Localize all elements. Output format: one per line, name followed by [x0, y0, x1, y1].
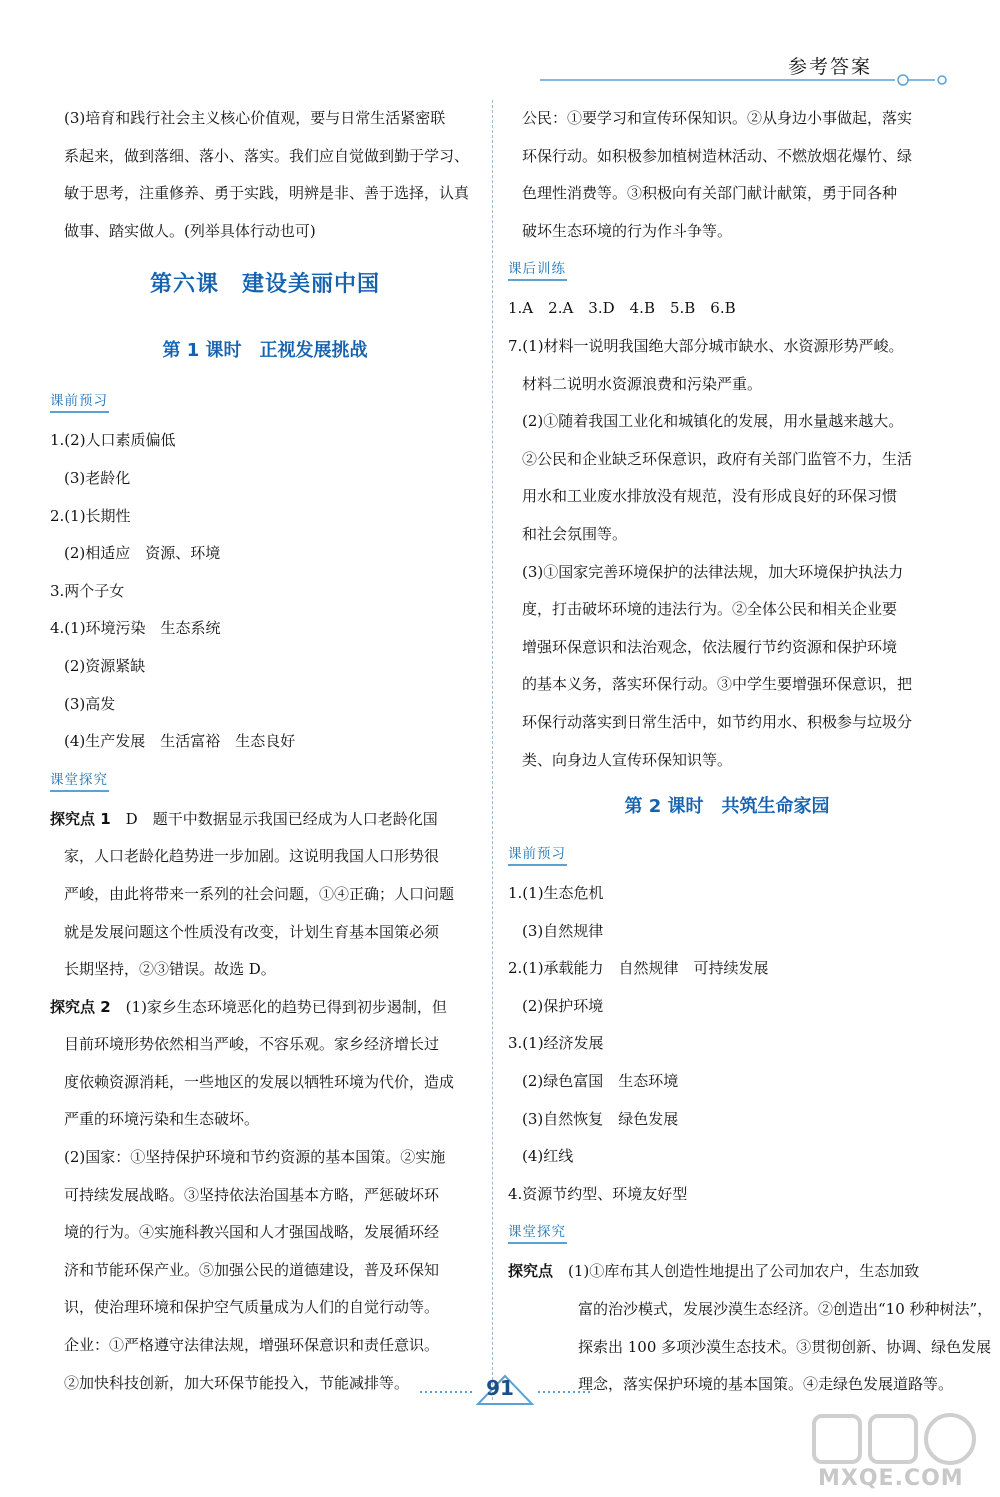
text-line: 识，使治理环境和保护空气质量成为人们的自觉行动等。	[64, 1298, 440, 1317]
text-line: (3)培育和践行社会主义核心价值观，要与日常生活紧密联	[64, 109, 446, 127]
text-line: 富的治沙模式，发展沙漠生态经济。②创造出“10 秒种树法”，	[578, 1300, 993, 1319]
text-line: 色理性消费等。③积极向有关部门献计献策，勇于同各种	[522, 184, 898, 203]
answer-line: ②公民和企业缺乏环保意识，政府有关部门监管不力，生活	[522, 449, 913, 468]
text-line: 家，人口老龄化趋势进一步加剧。这说明我国人口形势很	[64, 847, 440, 866]
text-line: (1)①库布其人创造性地提出了公司加农户，生态加致	[553, 1262, 920, 1281]
text-line: (2)国家：①坚持保护环境和节约资源的基本国策。②实施	[64, 1148, 446, 1167]
answer-line: (2)相适应 资源、环境	[64, 544, 221, 563]
answer-line: 2.(1)长期性	[50, 506, 131, 525]
text-line: 度依赖资源消耗，一些地区的发展以牺牲环境为代价，造成	[64, 1072, 455, 1091]
text-line: 目前环境形势依然相当严峻，不容乐观。家乡经济增长过	[64, 1035, 440, 1054]
explore-point-label: 探究点 2	[50, 997, 111, 1016]
column-divider	[492, 100, 493, 1400]
text-line: 就是发展问题这个性质没有改变，计划生育基本国策必须	[64, 922, 440, 941]
text-line: 严重的环境污染和生态破坏。	[64, 1110, 260, 1129]
answer-line: 和社会氛围等。	[522, 524, 628, 543]
answer-line: 3.(1)经济发展	[508, 1034, 604, 1053]
text-line: 企业：①严格遵守法律法规，增强环保意识和责任意识。	[64, 1336, 440, 1355]
answer-line: (2)资源紧缺	[64, 656, 146, 675]
answer-line: 4.资源节约型、环境友好型	[508, 1184, 688, 1203]
section-tag-preview: 课前预习	[508, 845, 567, 866]
page-number: 91	[486, 1376, 514, 1400]
period-title: 第 1 课时 正视发展挑战	[162, 340, 368, 362]
answer-line: 类、向身边人宣传环保知识等。	[522, 750, 733, 769]
answer-line: 2.(1)承载能力 自然规律 可持续发展	[508, 959, 769, 978]
explore-point-label: 探究点	[508, 1262, 554, 1281]
answer-line: (3)自然规律	[522, 921, 604, 940]
answer-line: 4.(1)环境污染 生态系统	[50, 619, 221, 638]
text-line: 探索出 100 多项沙漠生态技术。③贯彻创新、协调、绿色发展	[578, 1337, 992, 1356]
text-line: 系起来，做到落细、落小、落实。我们应自觉做到勤于学习、	[64, 146, 470, 165]
text-line: 境的行为。④实施科教兴国和人才强国战略，发展循环经	[64, 1223, 440, 1242]
answer-line: 1.A 2.A 3.D 4.B 5.B 6.B	[508, 299, 736, 318]
text-line: 公民：①要学习和宣传环保知识。②从身边小事做起，落实	[522, 109, 913, 127]
text-line: 可持续发展战略。③坚持依法治国基本方略，严惩破坏环	[64, 1185, 440, 1204]
answer-line: 用水和工业废水排放没有规范，没有形成良好的环保习惯	[522, 487, 898, 506]
answer-line: (2)保护环境	[522, 996, 604, 1015]
right-column	[508, 100, 993, 1404]
explore-point-label: 探究点 1	[50, 809, 111, 828]
answer-line: 7.(1)材料一说明我国绝大部分城市缺水、水资源形势严峻。	[508, 336, 904, 355]
section-tag-explore: 课堂探究	[50, 771, 109, 792]
text-line: 破坏生态环境的行为作斗争等。	[522, 221, 733, 240]
period-title: 第 2 课时 共筑生命家园	[624, 796, 830, 818]
answer-line: 度，打击破坏环境的违法行为。②全体公民和相关企业要	[522, 600, 898, 619]
text-line: D 题干中数据显示我国已经成为人口老龄化国	[110, 809, 438, 828]
answer-line: (3)自然恢复 绿色发展	[522, 1109, 679, 1128]
answer-line: (4)生产发展 生活富裕 生态良好	[64, 732, 296, 751]
section-tag-after-class: 课后训练	[508, 260, 567, 281]
answer-line: 材料二说明水资源浪费和污染严重。	[522, 374, 763, 393]
text-line: ②加快科技创新，加大环保节能投入，节能减排等。	[64, 1373, 410, 1392]
text-line: 长期坚持，②③错误。故选 D。	[64, 960, 276, 979]
text-line: (1)家乡生态环境恶化的趋势已得到初步遏制，但	[110, 997, 447, 1016]
left-column	[50, 100, 480, 1402]
text-line: 严峻，由此将带来一系列的社会问题，①④正确；人口问题	[64, 884, 455, 903]
answer-line: (3)①国家完善环境保护的法律法规，加大环境保护执法力	[522, 562, 904, 581]
answer-line: 3.两个子女	[50, 581, 125, 600]
answer-line: (3)高发	[64, 694, 116, 713]
section-tag-explore: 课堂探究	[508, 1223, 567, 1244]
watermark-text: MXQE.COM	[818, 1466, 964, 1491]
lesson-title: 第六课 建设美丽中国	[149, 272, 380, 298]
header-title: 参考答案	[788, 56, 873, 78]
text-line: 理念，落实保护环境的基本国策。④走绿色发展道路等。	[578, 1375, 954, 1394]
answer-line: 的基本义务，落实环保行动。③中学生要增强环保意识，把	[522, 675, 913, 694]
answer-line: (2)绿色富国 生态环境	[522, 1072, 679, 1091]
text-line: 环保行动。如积极参加植树造林活动、不燃放烟花爆竹、绿	[522, 146, 913, 165]
text-line: 做事、踏实做人。(列举具体行动也可)	[64, 221, 316, 240]
answer-line: 增强环保意识和法治观念，依法履行节约资源和保护环境	[522, 637, 898, 656]
section-tag-preview: 课前预习	[50, 392, 109, 413]
answer-line: (2)①随着我国工业化和城镇化的发展，用水量越来越大。	[522, 412, 904, 431]
answer-line: 1.(1)生态危机	[508, 884, 604, 903]
answer-line: (4)红线	[522, 1147, 574, 1166]
text-line: 济和节能环保产业。⑤加强公民的道德建设，普及环保知	[64, 1260, 440, 1279]
answer-line: 1.(2)人口素质偏低	[50, 431, 176, 450]
answer-line: 环保行动落实到日常生活中，如节约用水、积极参与垃圾分	[522, 712, 913, 731]
text-line: 敏于思考，注重修养、勇于实践，明辨是非、善于选择，认真	[64, 184, 470, 203]
answer-line: (3)老龄化	[64, 468, 131, 487]
header-decoration	[540, 72, 950, 88]
